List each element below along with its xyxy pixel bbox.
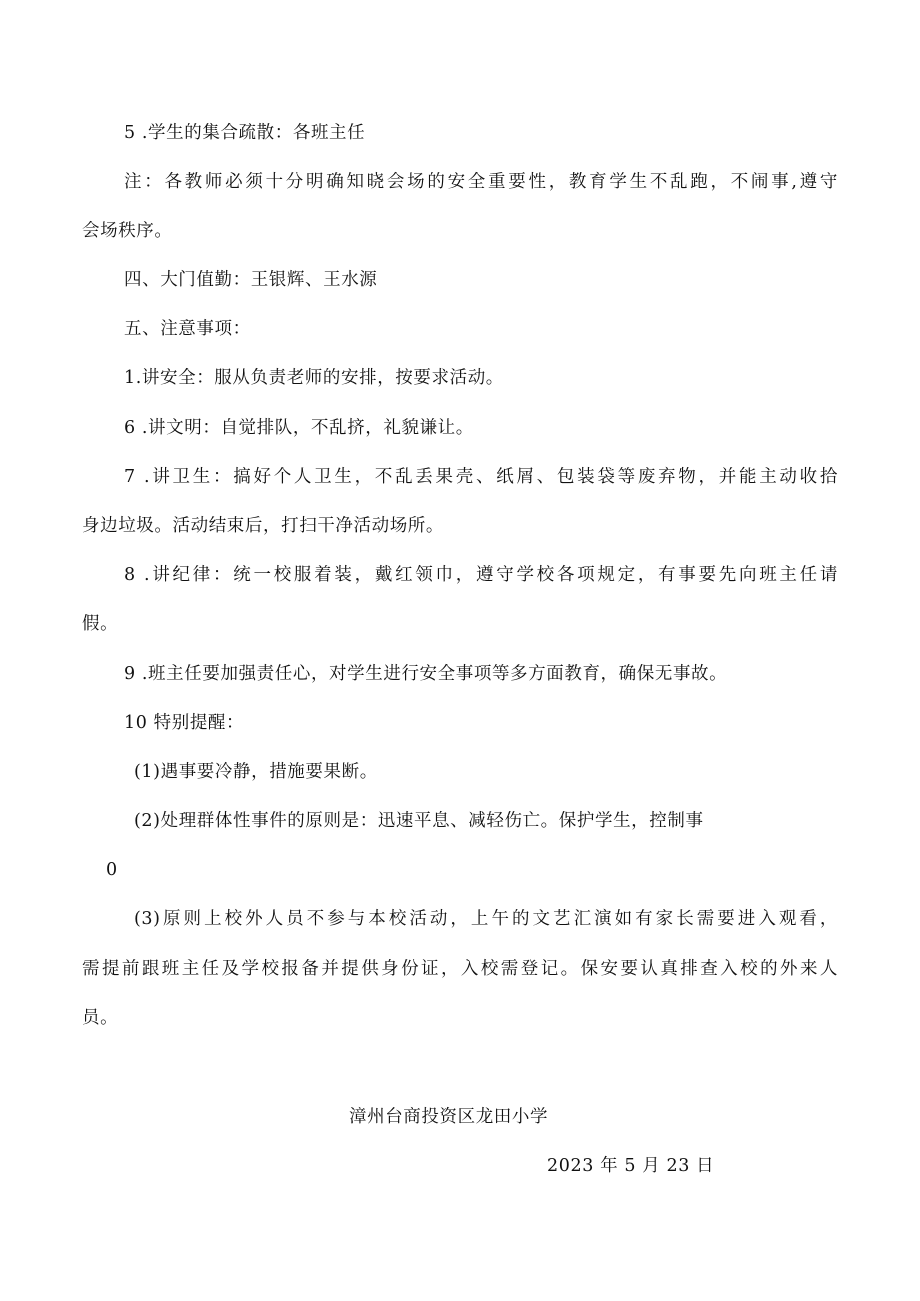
note-line-2: 会场秩序。	[82, 221, 173, 241]
section-4-gate-duty: 四、大门值勤：王银辉、王水源	[124, 270, 378, 290]
item-7-hygiene-line-2: 身边垃圾。活动结束后，打扫干净活动场所。	[82, 516, 444, 536]
item-1-safety: 1.讲安全：服从负责老师的安排，按要求活动。	[124, 368, 504, 388]
item-10-reminder-heading: 10 特别提醒：	[124, 713, 245, 733]
item-8-discipline-line-2: 假。	[82, 614, 119, 634]
item-6-civility: 6 .讲文明：自觉排队，不乱挤，礼貌谦让。	[124, 418, 474, 438]
signature-date: 2023 年 5 月 23 日	[547, 1156, 715, 1176]
section-5-heading: 五、注意事项：	[124, 319, 251, 339]
signature-organization: 漳州台商投资区龙田小学	[349, 1107, 549, 1127]
item-8-discipline-line-1: 8 .讲纪律：统一校服着装，戴红领巾，遵守学校各项规定，有事要先向班主任请	[124, 565, 838, 585]
reminder-3-line-1: (3)原则上校外人员不参与本校活动，上午的文艺汇演如有家长需要进入观看，	[134, 909, 838, 929]
reminder-1: (1)遇事要冷静，措施要果断。	[134, 762, 378, 782]
reminder-2-line-2: 0	[106, 860, 118, 880]
item-7-hygiene-line-1: 7 .讲卫生：搞好个人卫生，不乱丢果壳、纸屑、包装袋等废弃物，并能主动收拾	[124, 467, 838, 487]
reminder-2-line-1: (2)处理群体性事件的原则是：迅速平息、减轻伤亡。保护学生，控制事	[134, 811, 704, 831]
item-5-gathering: 5 .学生的集合疏散：各班主任	[124, 123, 366, 143]
item-9-teacher-duty: 9 .班主任要加强责任心，对学生进行安全事项等多方面教育，确保无事故。	[124, 664, 728, 684]
reminder-3-line-2: 需提前跟班主任及学校报备并提供身份证，入校需登记。保安要认真排查入校的外来人	[82, 959, 838, 979]
note-line-1: 注：各教师必须十分明确知晓会场的安全重要性，教育学生不乱跑，不闹事,遵守	[124, 172, 838, 192]
reminder-3-line-3: 员。	[82, 1008, 119, 1028]
